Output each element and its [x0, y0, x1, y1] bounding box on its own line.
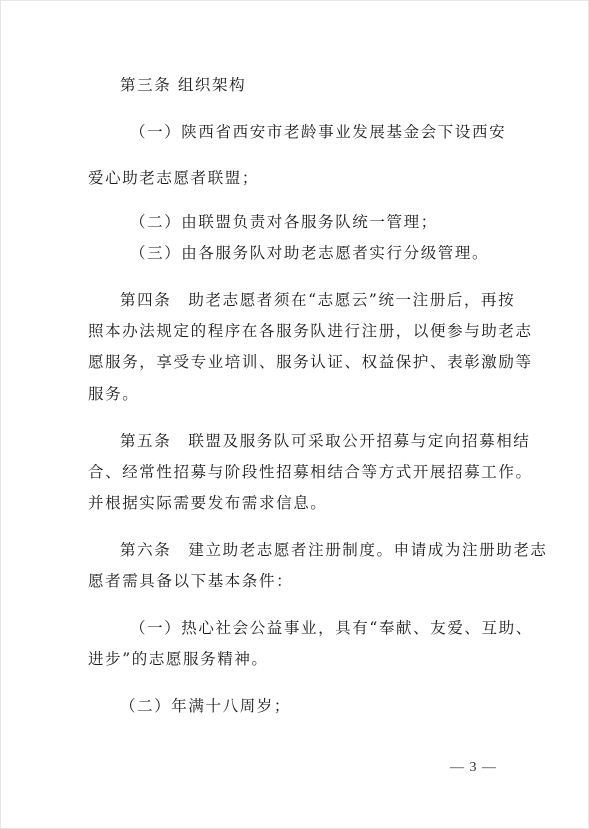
article6-item1-line1: （一）热心社会公益事业，具有“奉献、友爱、互助、	[130, 619, 533, 637]
article4-line4: 服务。	[88, 385, 140, 403]
article3-item1-line1: （一）陕西省西安市老龄事业发展基金会下设西安	[130, 123, 507, 141]
article5-line2: 合、经常性招募与阶段性招募相结合等方式开展招募工作。	[88, 463, 533, 481]
article6-item2: （二）年满十八周岁；	[120, 697, 292, 715]
article3-item1-line2: 爱心助老志愿者联盟；	[88, 169, 260, 187]
article5-line3: 并根据实际需要发布需求信息。	[88, 494, 328, 512]
article4-line3: 愿服务，享受专业培训、服务认证、权益保护、表彰激励等	[88, 353, 533, 371]
article5-line1: 第五条 联盟及服务队可采取公开招募与定向招募相结	[120, 432, 531, 450]
article3-item3: （三）由各服务队对助老志愿者实行分级管理。	[130, 244, 490, 262]
article4-line2: 照本办法规定的程序在各服务队进行注册，以便参与助老志	[88, 322, 533, 340]
article4-line1: 第四条 助老志愿者须在“志愿云”统一注册后，再按	[120, 291, 516, 309]
article3-item2: （二）由联盟负责对各服务队统一管理；	[130, 213, 438, 231]
article3-heading: 第三条 组织架构	[120, 76, 247, 94]
article6-item1-line2: 进步”的志愿服务精神。	[88, 650, 269, 668]
article6-line2: 愿者需具备以下基本条件：	[88, 572, 294, 590]
article6-line1: 第六条 建立助老志愿者注册制度。申请成为注册助老志	[120, 541, 548, 559]
page-number: — 3 —	[450, 760, 497, 775]
